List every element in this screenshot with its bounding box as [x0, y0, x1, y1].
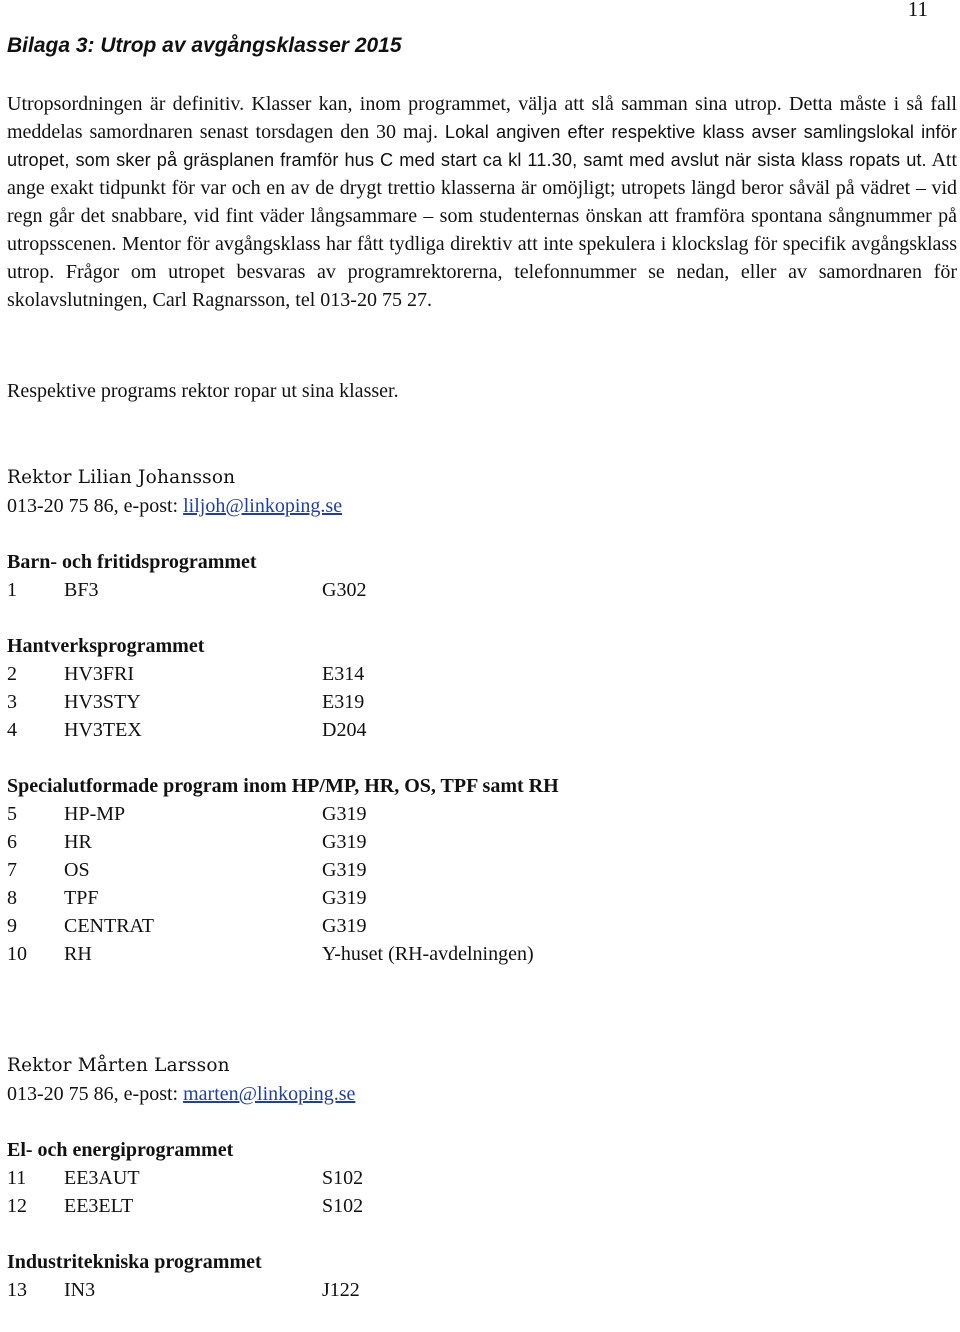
- email-link[interactable]: liljoh@linkoping.se: [183, 495, 343, 517]
- rektor-section: [7, 464, 957, 968]
- table-row: [7, 1192, 957, 1220]
- class-code: HP-MP: [64, 803, 126, 825]
- section-spacer: [7, 996, 957, 1052]
- class-room: J122: [322, 1279, 360, 1301]
- program-group: [7, 632, 957, 744]
- class-number: 12: [7, 1195, 27, 1217]
- class-number: 13: [7, 1279, 27, 1301]
- table-row: [7, 884, 957, 912]
- contact-phone: 013-20 75 86, e-post:: [7, 495, 184, 517]
- table-row: [7, 828, 957, 856]
- class-room: G319: [322, 831, 367, 853]
- class-code: EE3AUT: [64, 1167, 140, 1189]
- intro-text-2: Lokal angiven efter respektive klass avser samlingslokal inför utropet, som sker på gräsplanen framför hus C med start ca kl 11.30, samt med avslut när sista klass ropats ut.: [7, 122, 958, 170]
- program-title: Barn- och fritidsprogrammet: [7, 551, 257, 573]
- intro-text-1: Utropsordningen är definitiv. Klasser kan, inom programmet, välja att slå samman sina utrop. Detta måste i så fall meddelas samordnaren senast torsdagen den 30 maj.: [7, 93, 957, 143]
- program-title: Specialutformade program inom HP/MP, HR, OS, TPF samt RH: [7, 775, 559, 797]
- class-list: [7, 464, 957, 1332]
- class-number: 11: [7, 1167, 27, 1189]
- class-room: G319: [322, 859, 367, 881]
- class-code: BF3: [64, 579, 99, 601]
- class-number: 10: [7, 943, 27, 965]
- closing-sentence: Respektive programs rektor ropar ut sina klasser.: [7, 380, 399, 402]
- class-code: OS: [64, 859, 90, 881]
- program-title: Industritekniska programmet: [7, 1251, 262, 1273]
- class-number: 1: [7, 579, 17, 601]
- class-code: HV3TEX: [64, 719, 142, 741]
- class-code: CENTRAT: [64, 915, 154, 937]
- rektor-contact: [7, 492, 957, 520]
- intro-text-3: Att ange exakt tidpunkt för var och en av de drygt trettio klasserna är omöjligt; utropets längd beror såväl på vädret – vid regn går det snabbare, vid fint väder långsammare – som studenternas önskan att framföra spontana sångnummer på utropsscenen. Mentor för avgångsklass har fått tydliga direktiv att inte spekulera i klockslag för specifik avgångsklass utrop. Frågor om utropet besvaras av programrektorerna, telefonnummer se nedan, eller av samordnaren för skolavslutningen, Carl Ragnarsson, tel 013-20 75 27.: [7, 149, 957, 311]
- class-room: G319: [322, 915, 367, 937]
- class-number: 4: [7, 719, 17, 741]
- rektor-name: Rektor Mårten Larsson: [7, 1055, 230, 1076]
- class-code: HV3STY: [64, 691, 141, 713]
- intro-paragraph: [7, 90, 957, 314]
- class-room: D204: [322, 719, 367, 741]
- class-number: 9: [7, 915, 17, 937]
- table-row: [7, 576, 957, 604]
- table-row: [7, 1164, 957, 1192]
- class-code: EE3ELT: [64, 1195, 134, 1217]
- rektor-contact: [7, 1080, 957, 1108]
- page-title: Bilaga 3: Utrop av avgångsklasser 2015: [7, 34, 402, 57]
- program-group: [7, 772, 957, 968]
- table-row: [7, 688, 957, 716]
- program-group: [7, 1136, 957, 1220]
- rektor-section: [7, 1052, 957, 1304]
- table-row: [7, 716, 957, 744]
- class-room: G319: [322, 887, 367, 909]
- class-room: E319: [322, 691, 365, 713]
- class-number: 7: [7, 859, 17, 881]
- class-number: 8: [7, 887, 17, 909]
- class-number: 2: [7, 663, 17, 685]
- class-number: 5: [7, 803, 17, 825]
- class-room: E314: [322, 663, 365, 685]
- program-group: [7, 1248, 957, 1304]
- class-room: S102: [322, 1195, 364, 1217]
- class-room: G302: [322, 579, 367, 601]
- table-row: [7, 800, 957, 828]
- class-code: HR: [64, 831, 92, 853]
- class-number: 3: [7, 691, 17, 713]
- table-row: [7, 856, 957, 884]
- email-link[interactable]: marten@linkoping.se: [183, 1083, 356, 1105]
- contact-phone: 013-20 75 86, e-post:: [7, 1083, 184, 1105]
- class-code: RH: [64, 943, 92, 965]
- table-row: [7, 912, 957, 940]
- table-row: [7, 660, 957, 688]
- class-number: 6: [7, 831, 17, 853]
- class-room: G319: [322, 803, 367, 825]
- program-group: [7, 548, 957, 604]
- class-code: TPF: [64, 887, 99, 909]
- class-room: Y-huset (RH-avdelningen): [322, 943, 534, 965]
- rektor-name: Rektor Lilian Johansson: [7, 467, 236, 488]
- program-title: El- och energiprogrammet: [7, 1139, 234, 1161]
- class-code: HV3FRI: [64, 663, 135, 685]
- table-row: [7, 940, 957, 968]
- program-title: Hantverksprogrammet: [7, 635, 205, 657]
- table-row: [7, 1276, 957, 1304]
- class-code: IN3: [64, 1279, 96, 1301]
- class-room: S102: [322, 1167, 364, 1189]
- page-number: 11: [907, 0, 928, 21]
